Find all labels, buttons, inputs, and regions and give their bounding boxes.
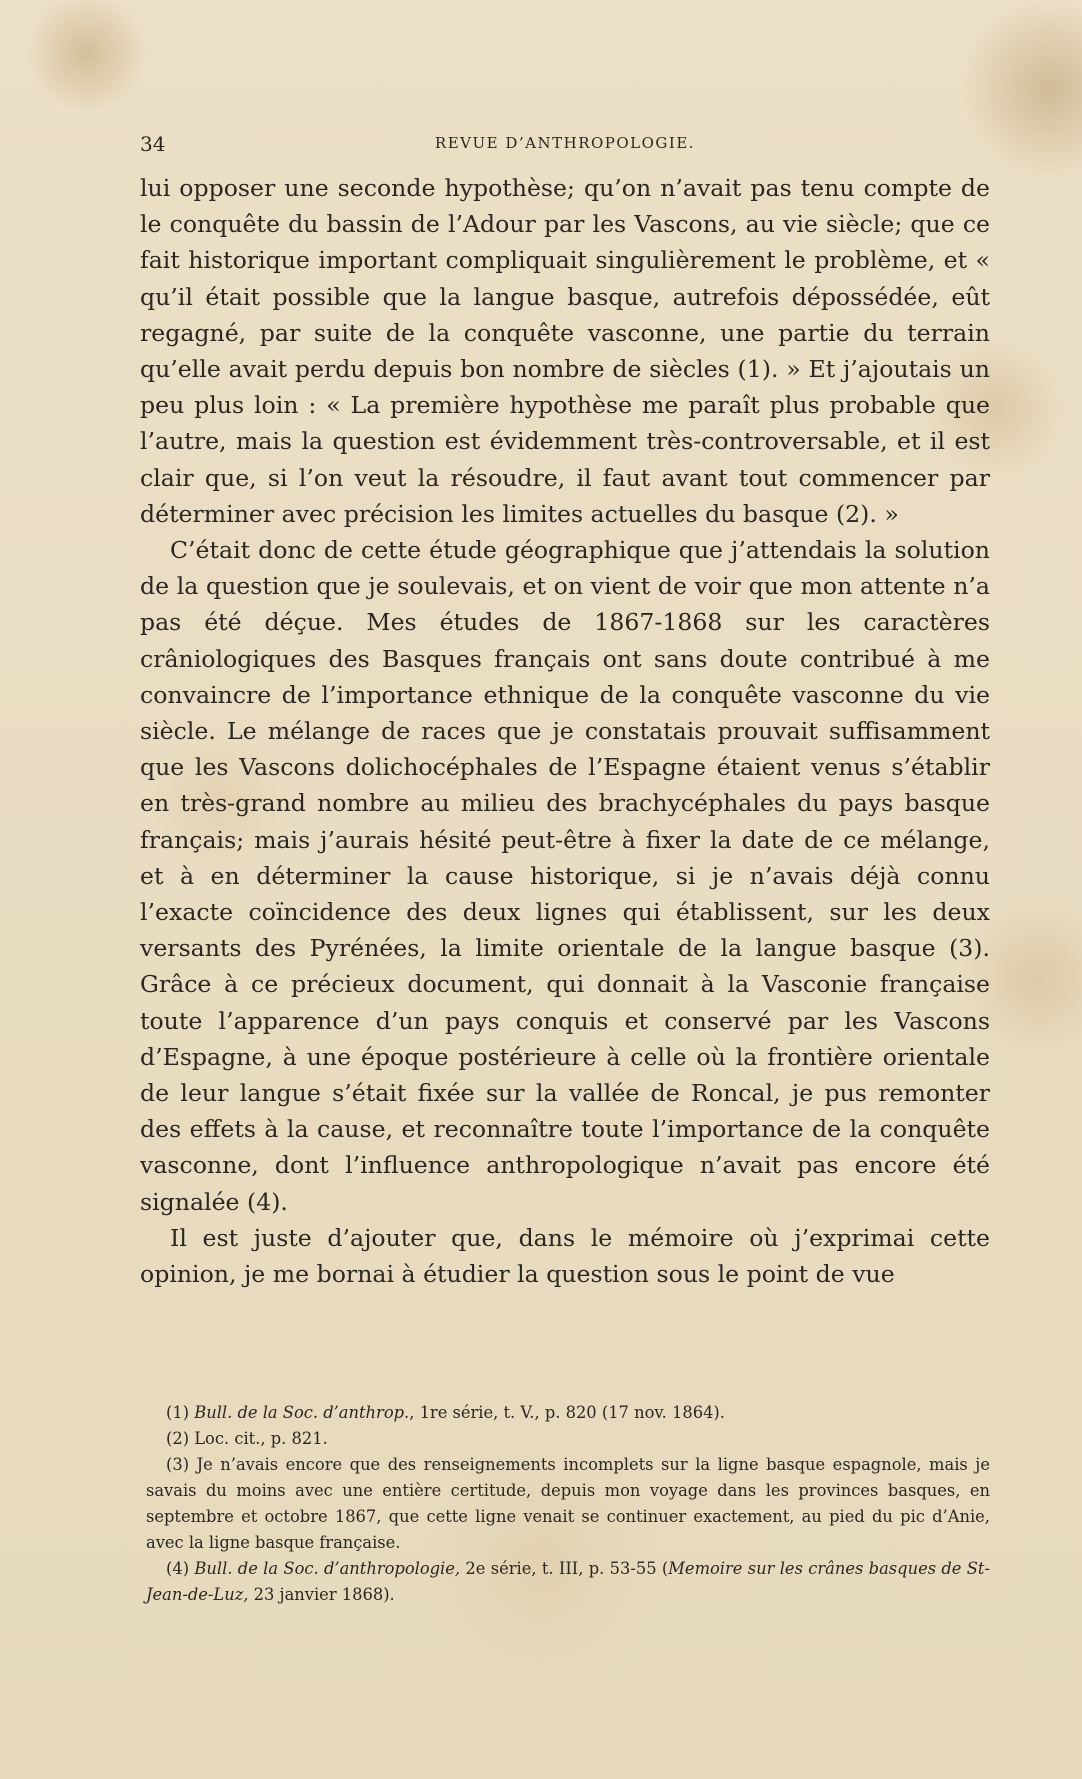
footnote-3-text: Je n’avais encore que des renseignements incomplets sur la ligne basque espagnole, mais je savais du moins avec une entière certitude, depuis mon voyage dans les provinces basques, en septembre et octobre 1867, que cette ligne venait se continuer exactement, au pied du pic d’Anie, avec la ligne basque française. — [146, 1455, 990, 1552]
footnote-3 — [146, 1452, 990, 1556]
footnote-1 — [146, 1400, 990, 1426]
footnote-2-text: Loc. cit., p. 821. — [194, 1429, 328, 1448]
footnote-4-end: 23 janvier 1868). — [248, 1585, 395, 1604]
page-number: 34 — [140, 132, 166, 156]
footnote-1-rest: , 1re série, t. V., p. 820 (17 nov. 1864). — [409, 1403, 725, 1422]
footnote-4 — [146, 1556, 990, 1608]
footnote-1-title: Bull. de la Soc. d’anthrop. — [194, 1403, 410, 1422]
footnote-4-title: Bull. de la Soc. d’anthropologie, — [194, 1559, 461, 1578]
footnote-4-number: (4) — [166, 1559, 190, 1578]
footnote-2-number: (2) — [166, 1429, 190, 1448]
footnote-2 — [146, 1426, 990, 1452]
footnote-4-memoir-title: Memoire sur les crânes basques de St-Jean-de-Luz, — [146, 1559, 990, 1604]
running-title: REVUE D’ANTHROPOLOGIE. — [434, 134, 696, 152]
footnotes — [146, 1400, 990, 1608]
footnote-4-middle: 2e série, t. III, p. 53-55 ( — [460, 1559, 669, 1578]
paragraph-1: lui opposer une seconde hypothèse; qu’on n’avait pas tenu compte de le conquête du bassin de l’Adour par les Vascons, au vie siècle; que ce fait historique important compliquait singulièrement le problème, et « qu’il était possible que la langue basque, autrefois dépossédée, eût regagné, par suite de la conquête vasconne, une partie du terrain qu’elle avait perdu depuis bon nombre de siècles (1). » Et j’ajoutais un peu plus loin : « La première hypothèse me paraît plus probable que l’autre, mais la question est évidemment très-controversable, et il est clair que, si l’on veut la résoudre, il faut avant tout commencer par déterminer avec précision les limites actuelles du basque (2). » — [140, 174, 990, 528]
paragraph-3: Il est juste d’ajouter que, dans le mémoire où j’exprimai cette opinion, je me bornai à étudier la question sous le point de vue — [140, 1223, 990, 1289]
footnote-1-number: (1) — [166, 1403, 190, 1422]
footnote-3-number: (3) — [166, 1455, 190, 1474]
body-text — [140, 170, 990, 1292]
paragraph-2: C’était donc de cette étude géographique que j’attendais la solution de la question que je soulevais, et on vient de voir que mon attente n’a pas été déçue. Mes études de 1867-1868 sur les caractères crâniologiques des Basques français ont sans doute contribué à me convaincre de l’importance ethnique de la conquête vasconne du vie siècle. Le mélange de races que je constatais prouvait suffisamment que les Vascons dolichocéphales de l’Espagne étaient venus s’établir en très-grand nombre au milieu des brachycéphales du pays basque français; mais j’aurais hésité peut-être à fixer la date de ce mélange, et à en déterminer la cause historique, si je n’avais déjà connu l’exacte coïncidence des deux lignes qui établissent, sur les deux versants des Pyrénées, la limite orientale de la langue basque (3). Grâce à ce précieux document, qui donnait à la Vasconie française toute l’apparence d’un pays conquis et conservé par les Vascons d’Espagne, à une époque postérieure à celle où la frontière orientale de leur langue s’était fixée sur la vallée de Roncal, je pus remonter des effets à la cause, et reconnaître toute l’importance de la conquête vasconne, dont l’influence anthropologique n’avait pas encore été signalée (4). — [140, 536, 990, 1216]
page-header — [140, 132, 990, 156]
